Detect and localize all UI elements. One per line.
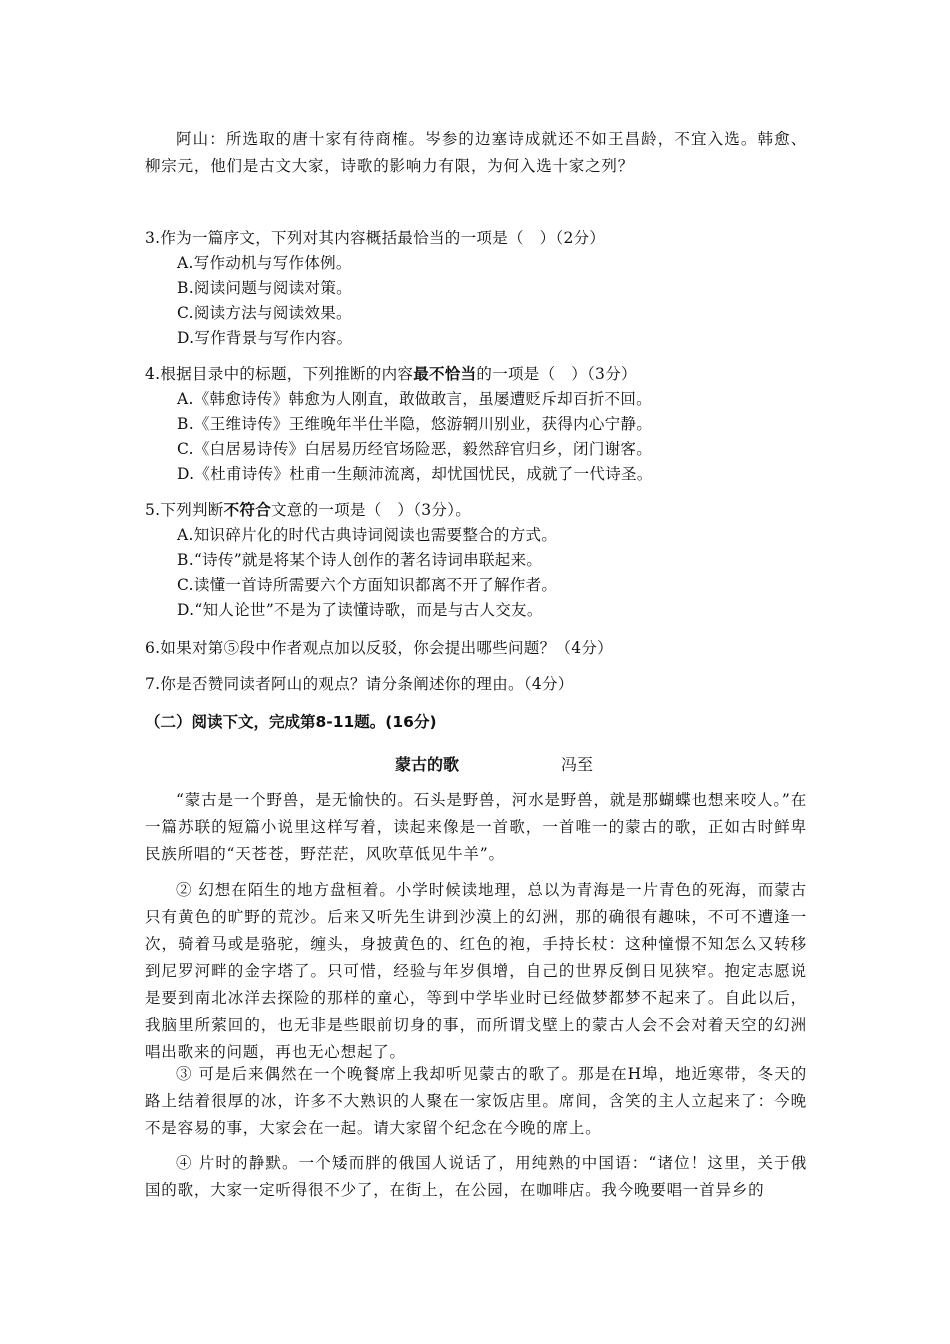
question-4 <box>145 362 807 487</box>
section-2-heading: （二）阅读下文，完成第8-11题。(16分) <box>145 713 437 731</box>
question-4-stem: 4.根据目录中的标题，下列推断的内容最不恰当的一项是（ ）（3分） <box>145 365 637 383</box>
article-author: 冯至 <box>561 755 594 774</box>
question-6-stem: 6.如果对第⑤段中作者观点加以反驳，你会提出哪些问题？（4分） <box>145 639 613 657</box>
question-7-stem: 7.你是否赞同读者阿山的观点？请分条阐述你的理由。（4分） <box>145 675 574 693</box>
question-3-option-b[interactable]: B.阅读问题与阅读对策。 <box>177 279 352 297</box>
question-3-stem: 3.作为一篇序文，下列对其内容概括最恰当的一项是（ ）（2分） <box>145 229 606 247</box>
question-5-option-b[interactable]: B.“诗传”就是将某个诗人创作的著名诗词串联起来。 <box>177 551 543 569</box>
question-4-option-b[interactable]: B.《王维诗传》王维晚年半仕半隐，悠游辋川别业，获得内心宁静。 <box>177 415 653 433</box>
question-4-option-d[interactable]: D.《杜甫诗传》杜甫一生颠沛流离，却忧国忧民，成就了一代诗圣。 <box>177 465 653 483</box>
question-5 <box>145 498 807 623</box>
article-paragraph-3 <box>145 1061 807 1142</box>
article-paragraph-4-text: ④ 片时的静默。一个矮而胖的俄国人说话了，用纯熟的中国语：“诸位！这里，关于俄国的歌，大家一定听得很不少了，在街上，在公园，在咖啡店。我今晚要唱一首异乡的 <box>145 1154 807 1199</box>
question-6 <box>145 636 807 661</box>
article-paragraph-2 <box>145 877 807 1066</box>
question-5-option-c[interactable]: C.读懂一首诗所需要六个方面知识都离不开了解作者。 <box>177 576 558 594</box>
question-7 <box>145 672 807 697</box>
question-4-emphasis: 最不恰当 <box>413 365 477 383</box>
article-title-row <box>0 752 950 776</box>
question-4-option-a[interactable]: A.《韩愈诗传》韩愈为人刚直，敢做敢言，虽屡遭贬斥却百折不回。 <box>177 390 652 408</box>
reader-comment <box>145 126 807 180</box>
article-paragraph-1-text: “蒙古是一个野兽，是无愉快的。石头是野兽，河水是野兽，就是那蝴蝶也想来咬人。”在一篇苏联的短篇小说里这样写着，读起来像是一首歌，一首唯一的蒙古的歌，正如古时鲜卑民族所唱的“天苍苍，野茫茫，风吹草低见牛羊”。 <box>145 791 807 863</box>
article-title: 蒙古的歌 <box>395 755 460 774</box>
article-paragraph-1 <box>145 787 807 868</box>
question-5-stem: 5.下列判断不符合文意的一项是（ ）（3分）。 <box>145 501 472 519</box>
question-3 <box>145 226 807 351</box>
question-5-option-d[interactable]: D.“知人论世”不是为了读懂诗歌，而是与古人交友。 <box>177 601 543 619</box>
article-paragraph-3-text: ③ 可是后来偶然在一个晚餐席上我却听见蒙古的歌了。那是在H埠，地近寒带，冬天的路上结着很厚的冰，许多不大熟识的人聚在一家饭店里。席间，含笑的主人立起来了：今晚不是容易的事，大家会在一起。请大家留个纪念在今晚的席上。 <box>145 1065 807 1137</box>
question-5-option-a[interactable]: A.知识碎片化的时代古典诗词阅读也需要整合的方式。 <box>177 526 558 544</box>
question-3-option-d[interactable]: D.写作背景与写作内容。 <box>177 329 353 347</box>
question-3-option-a[interactable]: A.写作动机与写作体例。 <box>177 254 352 272</box>
question-5-emphasis: 不符合 <box>223 501 271 519</box>
question-4-option-c[interactable]: C.《白居易诗传》白居易历经官场险恶，毅然辞官归乡，闭门谢客。 <box>177 440 653 458</box>
article-paragraph-4 <box>145 1150 807 1204</box>
reader-comment-text: 阿山：所选取的唐十家有待商榷。岑参的边塞诗成就还不如王昌龄，不宜入选。韩愈、柳宗元，他们是古文大家，诗歌的影响力有限，为何入选十家之列？ <box>145 130 807 175</box>
article-paragraph-2-text: ② 幻想在陌生的地方盘桓着。小学时候读地理，总以为青海是一片青色的死海，而蒙古只有黄色的旷野的荒沙。后来又听先生讲到沙漠上的幻洲，那的确很有趣味，不可不遭逢一次，骑着马或是骆驼，缠头，身披黄色的、红色的袍，手持长杖：这种憧憬不知怎么又转移到尼罗河畔的金字塔了。只可惜，经验与年岁俱增，自己的世界反倒日见狭窄。抱定志愿说是要到南北冰洋去探险的那样的童心，等到中学毕业时已经做梦都梦不起来了。自此以后，我脑里所萦回的，也无非是些眼前切身的事，而所谓戈壁上的蒙古人会不会对着天空的幻洲唱出歌来的问题，再也无心想起了。 <box>145 881 807 1061</box>
section-2-heading-block <box>145 710 807 732</box>
question-3-option-c[interactable]: C.阅读方法与阅读效果。 <box>177 304 352 322</box>
